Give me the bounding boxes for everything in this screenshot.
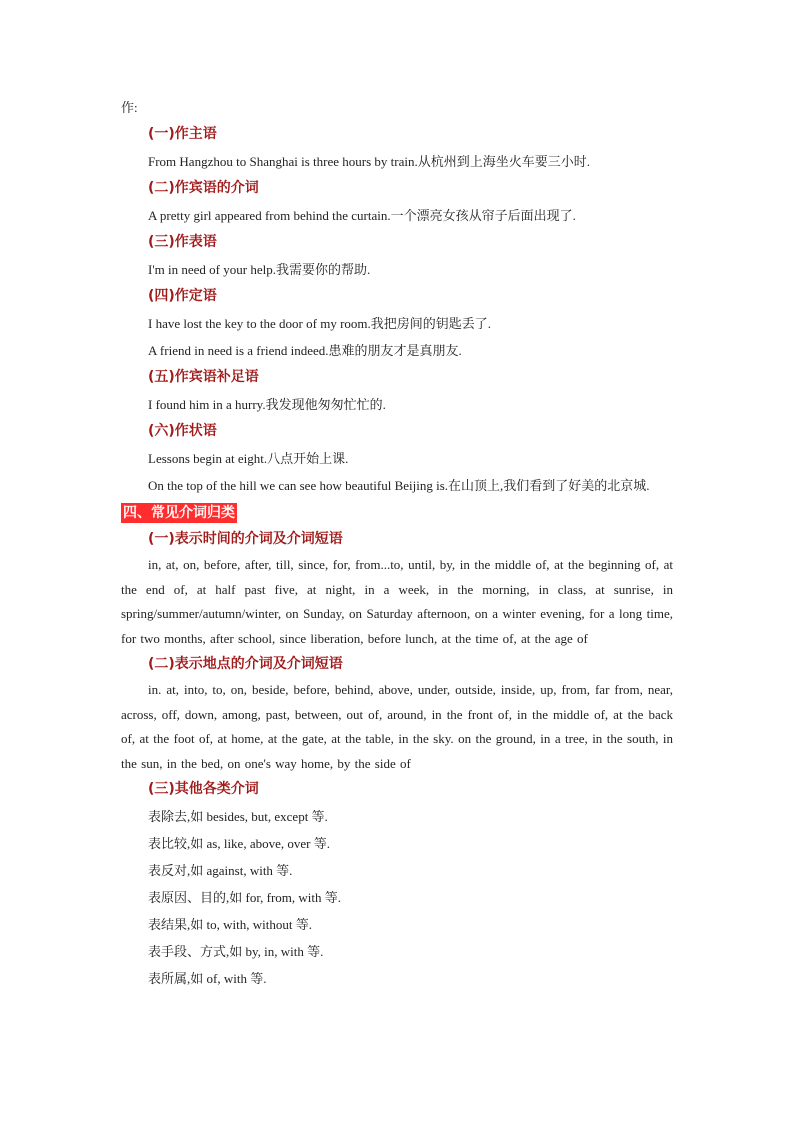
subheading-attribute: (四)作定语 xyxy=(148,288,217,304)
subheading-other: (三)其他各类介词 xyxy=(148,781,259,797)
example-object-complement: I found him in a hurry.我发现他匆匆忙忙的. xyxy=(148,397,386,412)
other-item-means: 表手段、方式,如 by, in, with 等. xyxy=(148,944,324,959)
other-item-cause: 表原因、目的,如 for, from, with 等. xyxy=(148,890,342,905)
subheading-adverbial: (六)作状语 xyxy=(148,423,217,439)
subheading-object-complement: (五)作宾语补足语 xyxy=(148,369,259,385)
section-heading-row xyxy=(121,499,673,526)
example-predicative: I'm in need of your help.我需要你的帮助. xyxy=(148,262,371,277)
time-prepositions-paragraph: in, at, on, before, after, till, since, for, from...to, until, by, in the middle of, at the beginning of, at the end of, at half past five, at night, in a week, in the morning, in class, at sunrise, in spring/summer/autumn/winter, on Sunday, on Saturday afternoon, on a winter evening, for a long time, for two months, after school, since liberation, before lunch, at the time of, at the age of xyxy=(121,557,673,646)
subheading-predicative: (三)作表语 xyxy=(148,234,217,250)
other-item-comparison: 表比较,如 as, like, above, over 等. xyxy=(148,836,330,851)
other-item-opposition: 表反对,如 against, with 等. xyxy=(148,863,293,878)
subheading-place: (二)表示地点的介词及介词短语 xyxy=(148,656,343,672)
example-subject: From Hangzhou to Shanghai is three hours by train.从杭州到上海坐火车要三小时. xyxy=(148,154,590,169)
section-heading: 四、常见介词归类 xyxy=(123,504,235,521)
example-object: A pretty girl appeared from behind the curtain.一个漂亮女孩从帘子后面出现了. xyxy=(148,208,576,223)
example-attribute-2: A friend in need is a friend indeed.患难的朋友才是真朋友. xyxy=(148,343,462,358)
example-adverbial-2: On the top of the hill we can see how beautiful Beijing is.在山顶上,我们看到了好美的北京城. xyxy=(148,478,650,493)
example-attribute-1: I have lost the key to the door of my room.我把房间的钥匙丢了. xyxy=(148,316,492,331)
subheading-object: (二)作宾语的介词 xyxy=(148,180,259,196)
other-item-possession: 表所属,如 of, with 等. xyxy=(148,971,267,986)
place-prepositions-paragraph: in. at, into, to, on, beside, before, behind, above, under, outside, inside, up, from, far from, near, across, off, down, among, past, between, out of, around, in the front of, in the middle of, at the back of, at the foot of, at home, at the gate, at the table, in the sky. on the ground, in a tree, in the south, in the sun, in the bed, on one's way home, by the side of xyxy=(121,682,673,771)
subheading-subject: (一)作主语 xyxy=(148,126,217,142)
page-content xyxy=(121,94,673,992)
example-adverbial-1: Lessons begin at eight.八点开始上课. xyxy=(148,451,349,466)
subheading-time: (一)表示时间的介词及介词短语 xyxy=(148,531,343,547)
other-item-result: 表结果,如 to, with, without 等. xyxy=(148,917,312,932)
other-item-exclusion: 表除去,如 besides, but, except 等. xyxy=(148,809,328,824)
lead-text: 作: xyxy=(121,100,138,115)
